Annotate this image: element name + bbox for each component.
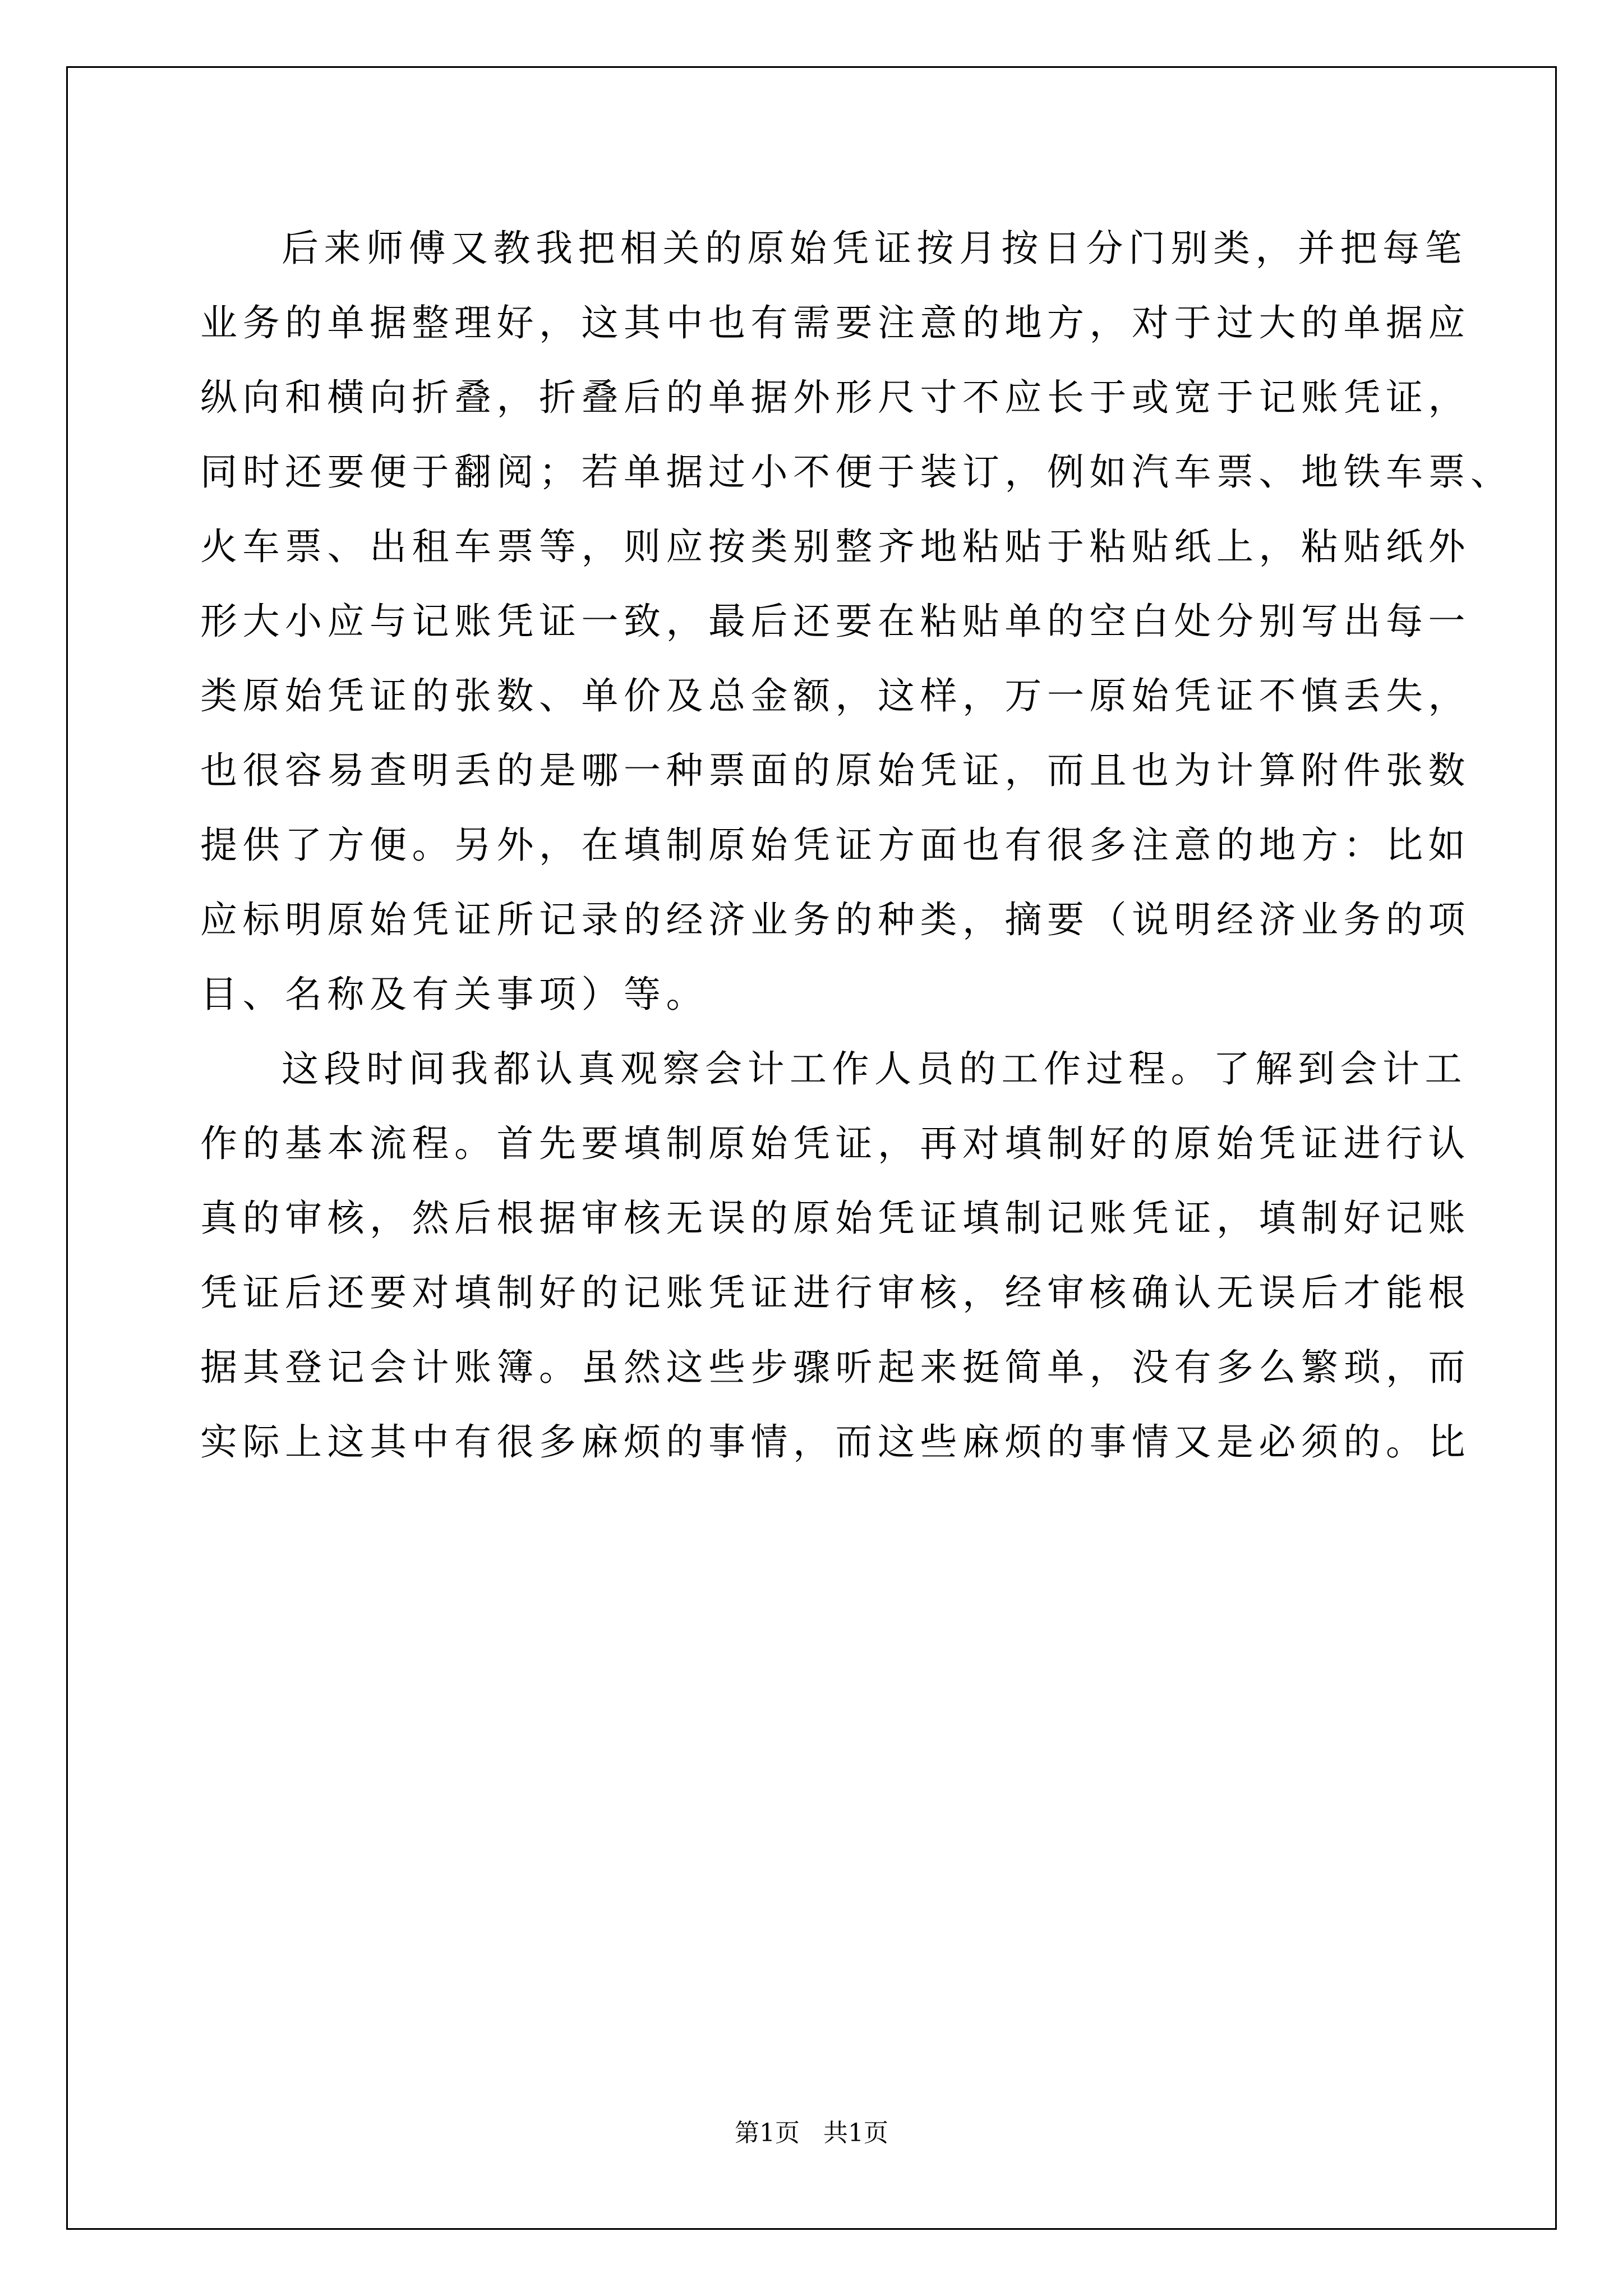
- paragraph-2-line-2: 作的基本流程。首先要填制原始凭证，再对填制好的原始凭证进行认: [200, 1122, 1470, 1165]
- paragraph-1-line-8: 也很容易查明丢的是哪一种票面的原始凭证，而且也为计算附件张数: [200, 749, 1470, 792]
- paragraph-1-line-1: 后来师傅又教我把相关的原始凭证按月按日分门别类，并把每笔: [282, 227, 1467, 270]
- paragraph-1-line-6: 形大小应与记账凭证一致，最后还要在粘贴单的空白处分别写出每一: [200, 600, 1470, 643]
- paragraph-1-line-11: 目、名称及有关事项）等。: [200, 973, 708, 1016]
- paragraph-2-line-4: 凭证后还要对填制好的记账凭证进行审核，经审核确认无误后才能根: [200, 1271, 1470, 1314]
- paragraph-1-line-5: 火车票、出租车票等，则应按类别整齐地粘贴于粘贴纸上，粘贴纸外: [200, 525, 1470, 568]
- paragraph-1-line-4: 同时还要便于翻阅；若单据过小不便于装订，例如汽车票、地铁车票、: [200, 450, 1513, 494]
- paragraph-1-line-7: 类原始凭证的张数、单价及总金额，这样，万一原始凭证不慎丢失，: [200, 674, 1470, 717]
- paragraph-1-line-10: 应标明原始凭证所记录的经济业务的种类，摘要（说明经济业务的项: [200, 898, 1470, 941]
- paragraph-1-line-2: 业务的单据整理好，这其中也有需要注意的地方，对于过大的单据应: [200, 301, 1470, 344]
- paragraph-1-line-9: 提供了方便。另外，在填制原始凭证方面也有很多注意的地方：比如: [200, 823, 1470, 867]
- paragraph-2-line-5: 据其登记会计账簿。虽然这些步骤听起来挺简单，没有多么繁琐，而: [200, 1346, 1470, 1389]
- paragraph-2-line-3: 真的审核，然后根据审核无误的原始凭证填制记账凭证，填制好记账: [200, 1197, 1470, 1240]
- paragraph-2-line-6: 实际上这其中有很多麻烦的事情，而这些麻烦的事情又是必须的。比: [200, 1420, 1470, 1464]
- paragraph-1-line-3: 纵向和横向折叠，折叠后的单据外形尺寸不应长于或宽于记账凭证，: [200, 376, 1470, 419]
- paragraph-2-line-1: 这段时间我都认真观察会计工作人员的工作过程。了解到会计工: [282, 1047, 1467, 1091]
- page-number-footer: 第1页 共1页: [735, 2119, 888, 2147]
